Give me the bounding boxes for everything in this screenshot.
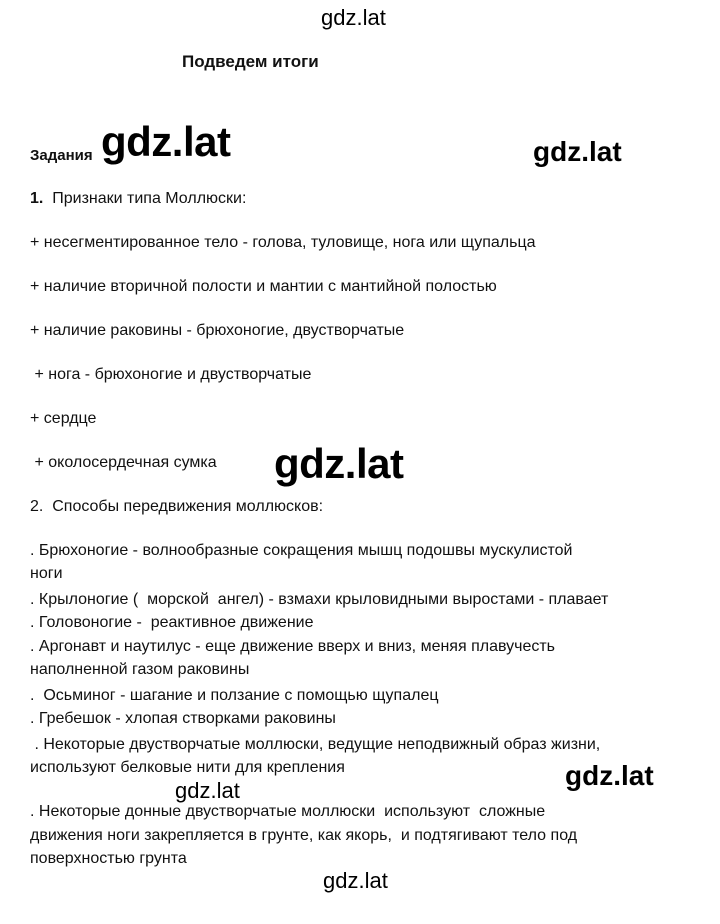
- tasks-heading: Задания: [30, 147, 93, 164]
- q1-item: + нога - брюхоногие и двустворчатые: [30, 366, 312, 383]
- q2-line: . Крылоногие ( морской ангел) - взмахи крыловидными выростами - плавает: [30, 591, 609, 608]
- q2-line: поверхностью грунта: [30, 850, 187, 867]
- q2-line: используют белковые нити для крепления: [30, 759, 345, 776]
- q2-line: наполненной газом раковины: [30, 661, 250, 678]
- q2-line: . Брюхоногие - волнообразные сокращения мышц подошвы мускулистой: [30, 542, 573, 559]
- page-title: Подведем итоги: [182, 52, 319, 71]
- watermark-big-left: gdz.lat: [101, 118, 231, 165]
- q1-item: + сердце: [30, 410, 97, 427]
- watermark-small-mid: gdz.lat: [175, 778, 240, 803]
- q1-item: + несегментированное тело - голова, туловище, нога или щупальца: [30, 234, 536, 251]
- q1-number: 1.: [30, 190, 44, 207]
- q1-item: + наличие вторичной полости и мантии с мантийной полостью: [30, 278, 497, 295]
- watermark-top: gdz.lat: [321, 5, 386, 30]
- q2-heading: 2. Способы передвижения моллюсков:: [30, 498, 324, 515]
- watermark-right-1: gdz.lat: [533, 136, 622, 167]
- q2-line: . Некоторые донные двустворчатые моллюски используют сложные: [30, 803, 546, 820]
- watermark-center: gdz.lat: [274, 440, 404, 487]
- q1-heading: [30, 188, 246, 210]
- q2-line: . Головоногие - реактивное движение: [30, 614, 314, 631]
- q2-line: ноги: [30, 565, 63, 582]
- q1-item: + околосердечная сумка: [30, 454, 217, 471]
- q2-line: . Некоторые двустворчатые моллюски, ведущие неподвижный образ жизни,: [30, 736, 601, 753]
- watermark-right-2: gdz.lat: [565, 760, 654, 791]
- q2-line: . Аргонавт и наутилус - еще движение вверх и вниз, меняя плавучесть: [30, 638, 556, 655]
- q2-line: . Осьминог - шагание и ползание с помощью щупалец: [30, 687, 439, 704]
- q1-item: + наличие раковины - брюхоногие, двустворчатые: [30, 322, 405, 339]
- watermark-bottom: gdz.lat: [323, 868, 388, 893]
- q1-text: Признаки типа Моллюски:: [52, 190, 247, 207]
- q2-line: . Гребешок - хлопая створками раковины: [30, 710, 336, 727]
- q2-line: движения ноги закрепляется в грунте, как якорь, и подтягивают тело под: [30, 827, 578, 844]
